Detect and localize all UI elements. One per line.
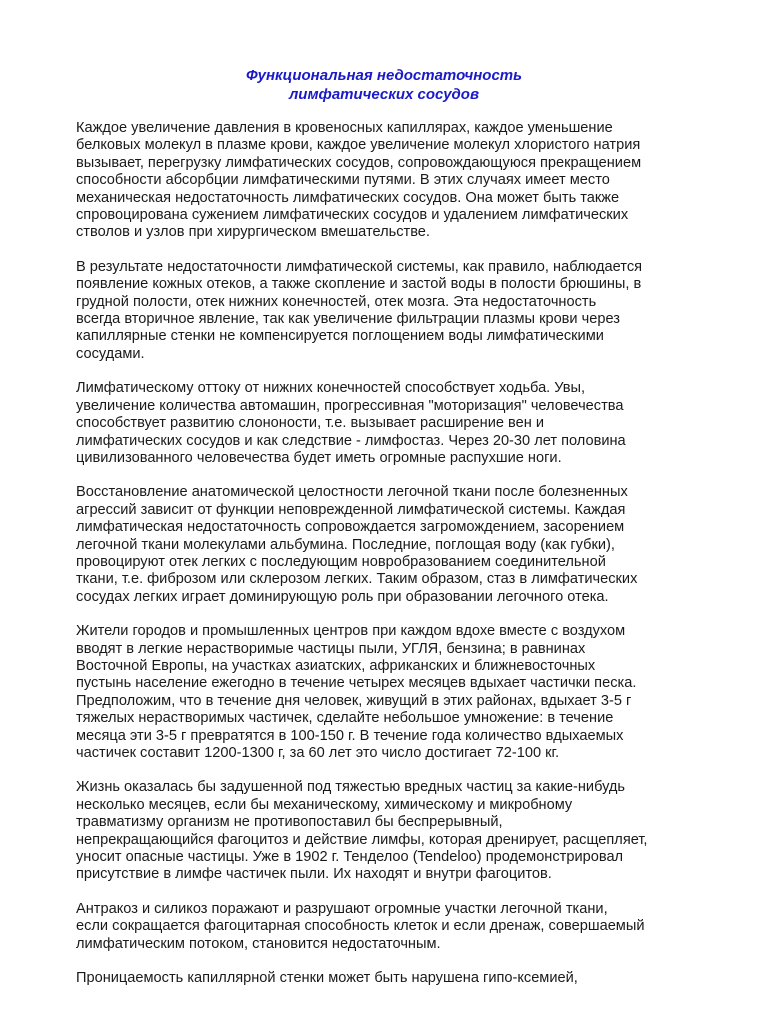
paragraph-7: Антракоз и силикоз поражают и разрушают огромные участки легочной ткани, если сокращается фагоцитарная способность клеток и если дренаж, совершаемый лимфатическим потоком, становится недостаточным. — [76, 900, 645, 952]
paragraph-8: Проницаемость капиллярной стенки может быть нарушена гипо-ксемией, — [76, 970, 578, 987]
title-line-1: Функциональная недостаточность — [245, 67, 523, 84]
paragraph-4: Восстановление анатомической целостности легочной ткани после болезненных агрессий зависит от функции неповрежденной лимфатической системы. Каждая лимфатическая недостаточность сопровождается загромождением, засорением легочной ткани молекулами альбумина. Последние, поглощая воду (как губки), провоцируют отек легких с последующим новробразованием соединительной ткани, т.е. фиброзом или склерозом легких. Таким образом, стаз в лимфатических сосудах легких играет доминирующую роль при образовании легочного отека. — [76, 484, 638, 605]
paragraph-6: Жизнь оказалась бы задушенной под тяжестью вредных частиц за какие-нибудь несколько месяцев, если бы механическому, химическому и микробному травматизму организм не противопоставил бы беспрерывный, непрекращающийся фагоцитоз и действие лимфы, которая дренирует, расщепляет, уносит опасные частицы. Уже в 1902 г. Тенделоо (Tendeloo) продемонстрировал присутствие в лимфе частичек пыли. Их находят и внутри фагоцитов. — [76, 779, 648, 883]
paragraph-3: Лимфатическому оттоку от нижних конечностей способствует ходьба. Увы, увеличение количества автомашин, прогрессивная "моторизация" человечества способствует развитию слононости, т.е. вызывает расширение вен и лимфатических сосудов и как следствие - лимфостаз. Через 20-30 лет половина цивилизованного человечества будет иметь огромные распухшие ноги. — [76, 380, 626, 466]
title-line-2: лимфатических сосудов — [288, 86, 480, 103]
document-body — [76, 120, 716, 1004]
paragraph-2: В результате недостаточности лимфатической системы, как правило, наблюдается появление кожных отеков, а также скопление и застой воды в полости брюшины, в грудной полости, отек нижних конечностей, отек мозга. Эта недостаточность всегда вторичное явление, так как увеличение фильтрации плазмы крови через капиллярные стенки не компенсируется поглощением воды лимфатическими сосудами. — [76, 258, 643, 362]
paragraph-5: Жители городов и промышленных центров при каждом вдохе вместе с воздухом вводят в легкие нерастворимые частицы пыли, УГЛЯ, бензина; в равнинах Восточной Европы, на участках азиатских, африканских и ближневосточных пустынь население ежегодно в течение четырех месяцев вдыхает частички песка. Предположим, что в течение дня человек, живущий в этих районах, вдыхает 3-5 г тяжелых нерастворимых частичек, сделайте небольшое умножение: в течение месяца эти 3-5 г превратятся в 100-150 г. В течение года количество вдыхаемых частичек составит 1200-1300 г, за 60 лет это число достигает 72-100 кг. — [76, 623, 637, 761]
document-title — [0, 66, 768, 104]
paragraph-1: Каждое увеличение давления в кровеносных капиллярах, каждое уменьшение белковых молекул в плазме крови, каждое увеличение молекул хлористого натрия вызывает, перегрузку лимфатических сосудов, сопровождающуюся прекращением способности абсорбции лимфатическими путями. В этих случаях имеет место механическая недостаточность лимфатических сосудов. Она может быть также спровоцирована сужением лимфатических сосудов и удалением лимфатических стволов и узлов при хирургическом вмешательстве. — [76, 120, 642, 241]
